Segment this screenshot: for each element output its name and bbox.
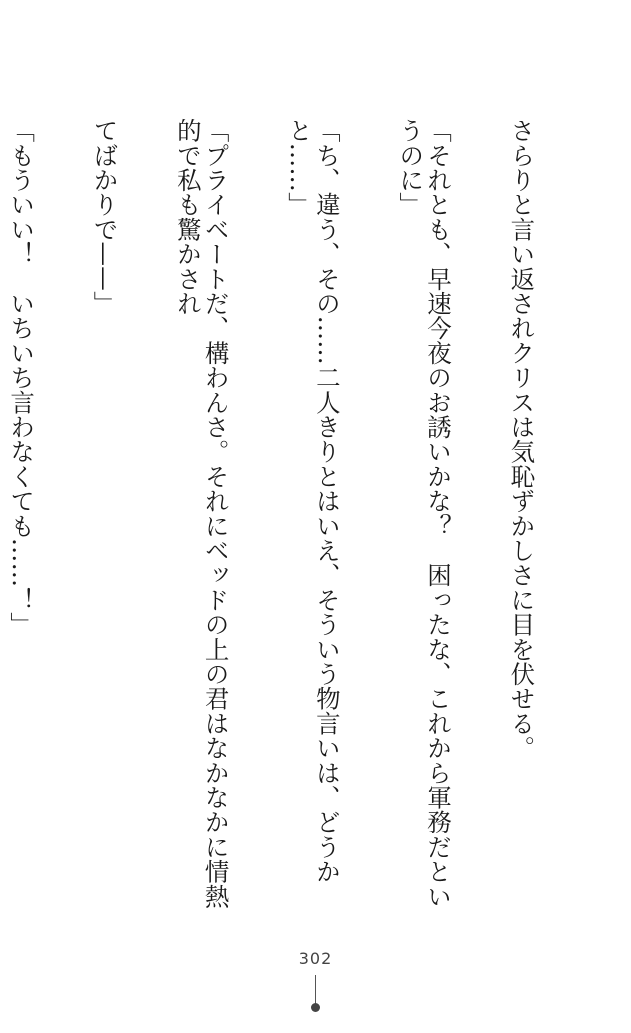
- text-line: 「プライベートだ、構わんさ。それにベッドの上の君はなかなかに情熱的で私も驚かされ: [173, 118, 231, 909]
- page-marker-line: [315, 975, 316, 1005]
- text-line: てばかりで——」: [90, 118, 120, 316]
- page-marker-dot: [311, 1003, 320, 1012]
- text-line: 「もういい！ いちいち言わなくても……！」: [7, 118, 37, 637]
- vertical-text-body: [7, 118, 591, 918]
- text-line: さらりと言い返されクリスは気恥ずかしさに目を伏せる。: [507, 118, 537, 761]
- text-line: 「それとも、早速今夜のお誘いかな？ 困ったな、これから軍務だというのに」: [396, 118, 454, 909]
- text-line: 「ち、違う、その……二人きりとはいえ、そういう物言いは、どうかと……」: [285, 118, 342, 884]
- page-number: 302: [298, 949, 333, 968]
